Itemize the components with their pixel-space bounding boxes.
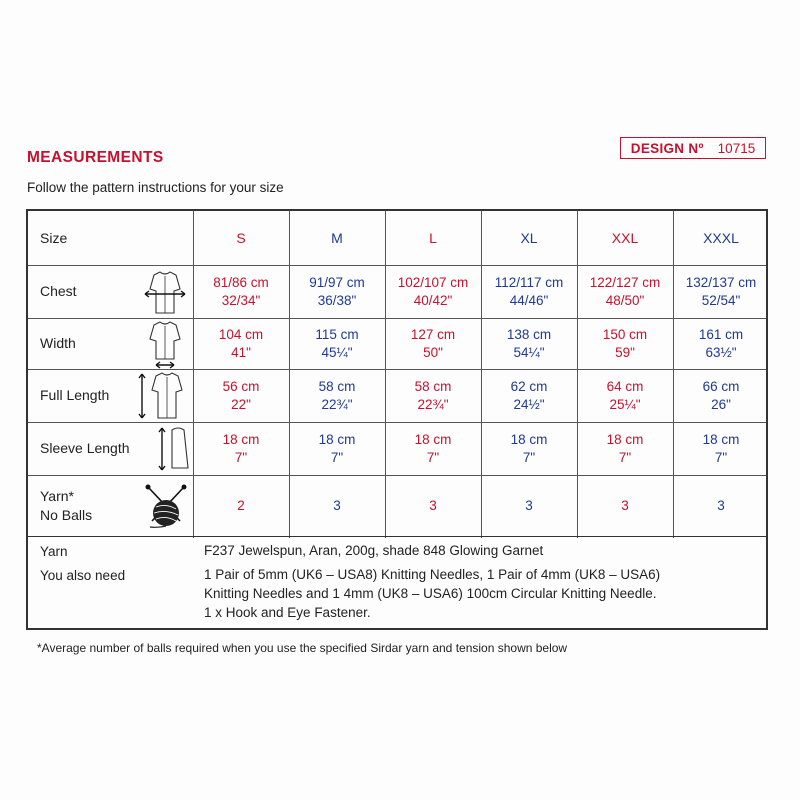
- imperial-value: 40/42": [413, 292, 453, 308]
- metric-value: 18 cm: [414, 431, 452, 447]
- imperial-value: 7": [522, 449, 536, 465]
- imperial-value: 22¾": [417, 396, 449, 412]
- imperial-value: 44/46": [509, 292, 549, 308]
- yarn-balls-cell: 2: [237, 497, 245, 513]
- measurement-cell: [481, 265, 577, 318]
- imperial-value: 22¾": [321, 396, 353, 412]
- yarn-ball-needles-icon: [144, 483, 188, 529]
- yarn-balls-cell: 3: [621, 497, 629, 513]
- garment-width-icon: [140, 319, 190, 369]
- measurement-cell: [673, 265, 769, 318]
- measurement-cell: [577, 369, 673, 422]
- imperial-value: 41": [231, 344, 251, 360]
- metric-value: 62 cm: [510, 378, 548, 394]
- metric-value: 104 cm: [218, 326, 264, 342]
- design-label: DESIGN Nº: [630, 140, 704, 156]
- measurement-cell: [193, 422, 289, 475]
- needle-line-1: 1 Pair of 5mm (UK6 – USA8) Knitting Needles, 1 Pair of 4mm (UK8 – USA6): [204, 567, 661, 582]
- imperial-value: 50": [423, 344, 443, 360]
- imperial-value: 7": [426, 449, 440, 465]
- size-header-s: S: [236, 230, 246, 246]
- measurement-cell: [289, 422, 385, 475]
- measurement-cell: [673, 422, 769, 475]
- row-label-width: Width: [40, 335, 76, 351]
- yarn-label: Yarn: [40, 544, 68, 559]
- measurement-cell: [481, 318, 577, 369]
- needle-line-2: Knitting Needles and 1 4mm (UK8 – USA6) 100cm Circular Knitting Needle.: [204, 586, 657, 601]
- size-header-label: Size: [40, 229, 68, 246]
- yarn-label-line2: No Balls: [40, 506, 93, 523]
- row-label-sleeve-length: Sleeve Length: [40, 440, 130, 456]
- metric-value: 138 cm: [506, 326, 552, 342]
- measurement-cell: [289, 369, 385, 422]
- design-number: 10715: [717, 140, 756, 156]
- metric-value: 56 cm: [222, 378, 260, 394]
- metric-value: 18 cm: [606, 431, 644, 447]
- measurement-cell: [193, 318, 289, 369]
- metric-value: 64 cm: [606, 378, 644, 394]
- metric-value: 150 cm: [602, 326, 648, 342]
- metric-value: 161 cm: [698, 326, 744, 342]
- measurement-cell: [289, 318, 385, 369]
- metric-value: 112/117 cm: [494, 274, 564, 290]
- imperial-value: 25¼": [609, 396, 641, 412]
- imperial-value: 52/54": [701, 292, 741, 308]
- footnote: *Average number of balls required when you use the specified Sirdar yarn and tension shown below: [37, 641, 568, 655]
- chest-width-icon: [140, 267, 190, 317]
- imperial-value: 7": [618, 449, 632, 465]
- row-label-yarn-balls: [40, 475, 92, 536]
- imperial-value: 7": [234, 449, 248, 465]
- imperial-value: 36/38": [317, 292, 357, 308]
- yarn-balls-cell: 3: [717, 497, 725, 513]
- size-header-l: L: [429, 230, 437, 246]
- metric-value: 18 cm: [510, 431, 548, 447]
- imperial-value: 54¼": [513, 344, 545, 360]
- design-number-box: [620, 137, 766, 159]
- measurement-cell: [577, 318, 673, 369]
- metric-value: 127 cm: [410, 326, 456, 342]
- measurement-cell: [385, 369, 481, 422]
- size-header-m: M: [331, 230, 343, 246]
- metric-value: 122/127 cm: [589, 274, 661, 290]
- metric-value: 58 cm: [318, 378, 356, 394]
- row-label-full-length: Full Length: [40, 387, 110, 403]
- measurement-cell: [577, 422, 673, 475]
- measurement-cell: [481, 422, 577, 475]
- imperial-value: 48/50": [605, 292, 645, 308]
- metric-value: 66 cm: [702, 378, 740, 394]
- row-label-chest: Chest: [40, 283, 77, 299]
- yarn-description: F237 Jewelspun, Aran, 200g, shade 848 Glowing Garnet: [204, 543, 544, 558]
- metric-value: 81/86 cm: [213, 274, 269, 290]
- measurement-cell: [577, 265, 673, 318]
- imperial-value: 26": [711, 396, 731, 412]
- measurement-cell: [289, 265, 385, 318]
- measurement-cell: [481, 369, 577, 422]
- imperial-value: 24½": [513, 396, 545, 412]
- metric-value: 115 cm: [315, 326, 359, 342]
- metric-value: 18 cm: [702, 431, 740, 447]
- measurements-table: [26, 209, 768, 630]
- metric-value: 58 cm: [414, 378, 452, 394]
- metric-value: 18 cm: [318, 431, 356, 447]
- measurement-cell: [673, 369, 769, 422]
- you-also-need-label: You also need: [40, 568, 126, 583]
- full-length-icon: [136, 370, 190, 422]
- measurement-cell: [385, 265, 481, 318]
- measurement-cell: [193, 265, 289, 318]
- imperial-value: 45¼": [321, 344, 353, 360]
- yarn-balls-cell: 3: [429, 497, 437, 513]
- size-header-xxl: XXL: [611, 230, 639, 246]
- imperial-value: 22": [231, 396, 251, 412]
- page-title: MEASUREMENTS: [27, 149, 164, 166]
- imperial-value: 7": [714, 449, 728, 465]
- metric-value: 102/107 cm: [397, 274, 469, 290]
- imperial-value: 59": [615, 344, 635, 360]
- metric-value: 18 cm: [222, 431, 260, 447]
- measurement-cell: [385, 318, 481, 369]
- metric-value: 132/137 cm: [685, 274, 757, 290]
- size-header-xxxl: XXXL: [703, 230, 739, 246]
- intro-text: Follow the pattern instructions for your size: [27, 180, 284, 195]
- imperial-value: 63½": [705, 344, 737, 360]
- yarn-balls-cell: 3: [525, 497, 533, 513]
- imperial-value: 7": [330, 449, 344, 465]
- yarn-balls-cell: 3: [333, 497, 341, 513]
- yarn-label-line1: Yarn*: [40, 487, 74, 504]
- measurement-cell: [193, 369, 289, 422]
- metric-value: 91/97 cm: [309, 274, 365, 290]
- imperial-value: 32/34": [221, 292, 261, 308]
- needle-line-3: 1 x Hook and Eye Fastener.: [204, 605, 371, 620]
- sleeve-length-icon: [158, 424, 192, 474]
- size-header-xl: XL: [520, 230, 538, 246]
- measurement-cell: [385, 422, 481, 475]
- measurement-cell: [673, 318, 769, 369]
